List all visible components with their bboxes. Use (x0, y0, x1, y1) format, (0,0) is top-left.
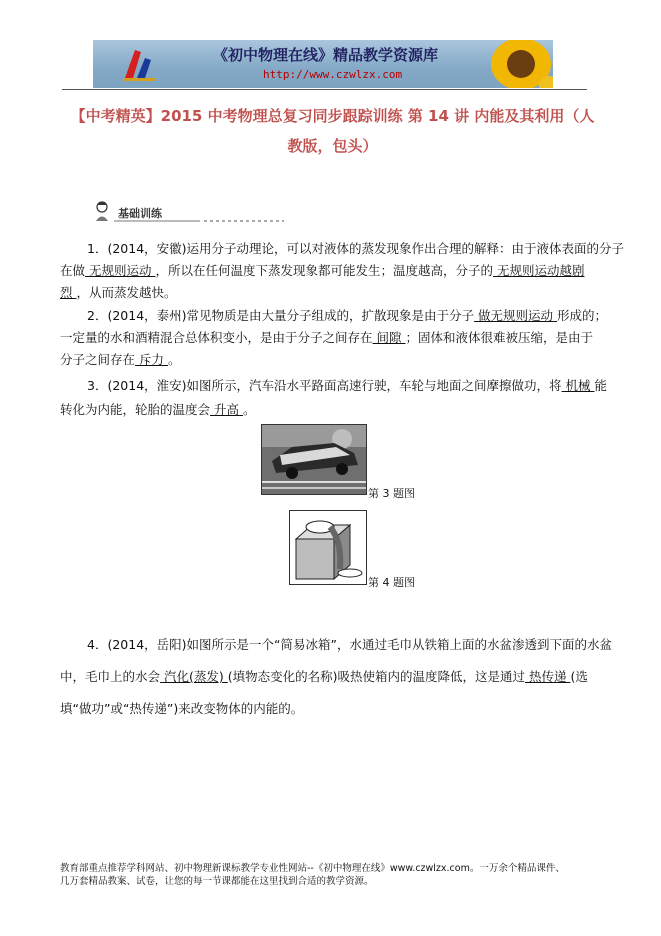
q4-text: (选 (570, 669, 588, 684)
q1-answer-2: 无规则运动越剧 (492, 263, 585, 278)
q3-line-1 (87, 375, 607, 396)
student-icon (92, 200, 114, 222)
q2-answer-1: 做无规则运动 (474, 308, 557, 323)
q3-text: 。 (242, 402, 256, 417)
q1-line-2 (60, 260, 584, 281)
site-logo (119, 44, 159, 84)
figure-4-caption: 第 4 题图 (368, 576, 415, 589)
q1-line-3 (60, 282, 177, 303)
question-4 (60, 634, 612, 724)
question-2 (60, 305, 607, 369)
q2-text: 。 (167, 352, 181, 367)
q4-line-1: 4．(2014，岳阳)如图所示是一个“简易冰箱”，水通过毛巾从铁箱上面的水盆渗透到下面的水盆 (87, 637, 612, 652)
q2-text: ；固体和液体很难被压缩，是由于 (405, 330, 593, 345)
q3-text: 3．(2014，淮安)如图所示，汽车沿水平路面高速行驶，车轮与地面之间摩擦做功，将 (87, 378, 562, 393)
q3-text: 转化为内能，轮胎的温度会 (60, 402, 211, 417)
section-header (92, 202, 202, 222)
q1-answer-1: 无规则运动 (85, 263, 156, 278)
title-line-2: 教版，包头） (287, 137, 378, 155)
q3-text: 能 (594, 378, 607, 393)
footer-line-1: 教育部重点推荐学科网站、初中物理新课标教学专业性网站--《初中物理在线》www.czwlzx.com。一万余个精品课件、 (60, 863, 565, 874)
header-banner (93, 40, 553, 88)
header-rule (62, 89, 587, 90)
q2-line-1 (87, 305, 607, 326)
q2-text: 2．(2014，泰州)常见物质是由大量分子组成的，扩散现象是由于分子 (87, 308, 475, 323)
q2-text: 一定量的水和酒精混合总体积变小，是由于分子之间存在 (60, 330, 373, 345)
figure-3-caption: 第 3 题图 (368, 487, 415, 500)
q1-text: ，从而蒸发越快。 (76, 285, 177, 300)
figure-4-fridge-image (289, 510, 367, 585)
figure-3-car-image (261, 424, 367, 495)
document-title (60, 101, 605, 161)
sunflower-image (485, 40, 553, 88)
q4-text: (填物态变化的名称)吸热使箱内的温度降低，这是通过 (227, 669, 525, 684)
q1-answer-2-cont: 烈 (60, 285, 77, 300)
question-3 (60, 375, 607, 419)
q2-answer-2: 间隙 (372, 330, 406, 345)
q3-line-2 (60, 399, 255, 420)
q1-text: 在做 (60, 263, 86, 278)
section-label: 基础训练 (118, 207, 162, 220)
banner-title: 《初中物理在线》精品教学资源库 (213, 46, 439, 64)
q1-line-1: 1．(2014，安徽)运用分子动理论，可以对液体的蒸发现象作出合理的解释：由于液体表面的分子 (87, 241, 625, 256)
banner-url: http://www.czwlzx.com (263, 68, 403, 81)
q4-text: 中，毛巾上的水会 (60, 669, 161, 684)
q1-text: ，所以在任何温度下蒸发现象都可能发生；温度越高，分子的 (155, 263, 493, 278)
question-1 (60, 238, 625, 302)
q4-line-2 (60, 666, 588, 687)
q2-text: 形成的； (556, 308, 607, 323)
page-footer (60, 862, 600, 888)
footer-line-2: 几万套精品教案、试卷，让您的每一节课都能在这里找到合适的教学资源。 (60, 876, 374, 887)
q4-answer-1: 汽化(蒸发) (160, 669, 228, 684)
q3-answer-1: 机械 (561, 378, 595, 393)
q2-text: 分子之间存在 (60, 352, 136, 367)
title-line-1: 【中考精英】2015 中考物理总复习同步跟踪训练 第 14 讲 内能及其利用（人 (70, 107, 595, 125)
q2-line-3 (60, 349, 180, 370)
q4-answer-2: 热传递 (524, 669, 571, 684)
q3-answer-2: 升高 (210, 402, 243, 417)
q4-line-3: 填“做功”或“热传递”)来改变物体的内能的。 (60, 701, 304, 716)
q2-line-2 (60, 327, 593, 348)
q2-answer-3: 斥力 (135, 352, 168, 367)
section-underline (114, 220, 200, 222)
section-dotted-line (204, 220, 284, 222)
